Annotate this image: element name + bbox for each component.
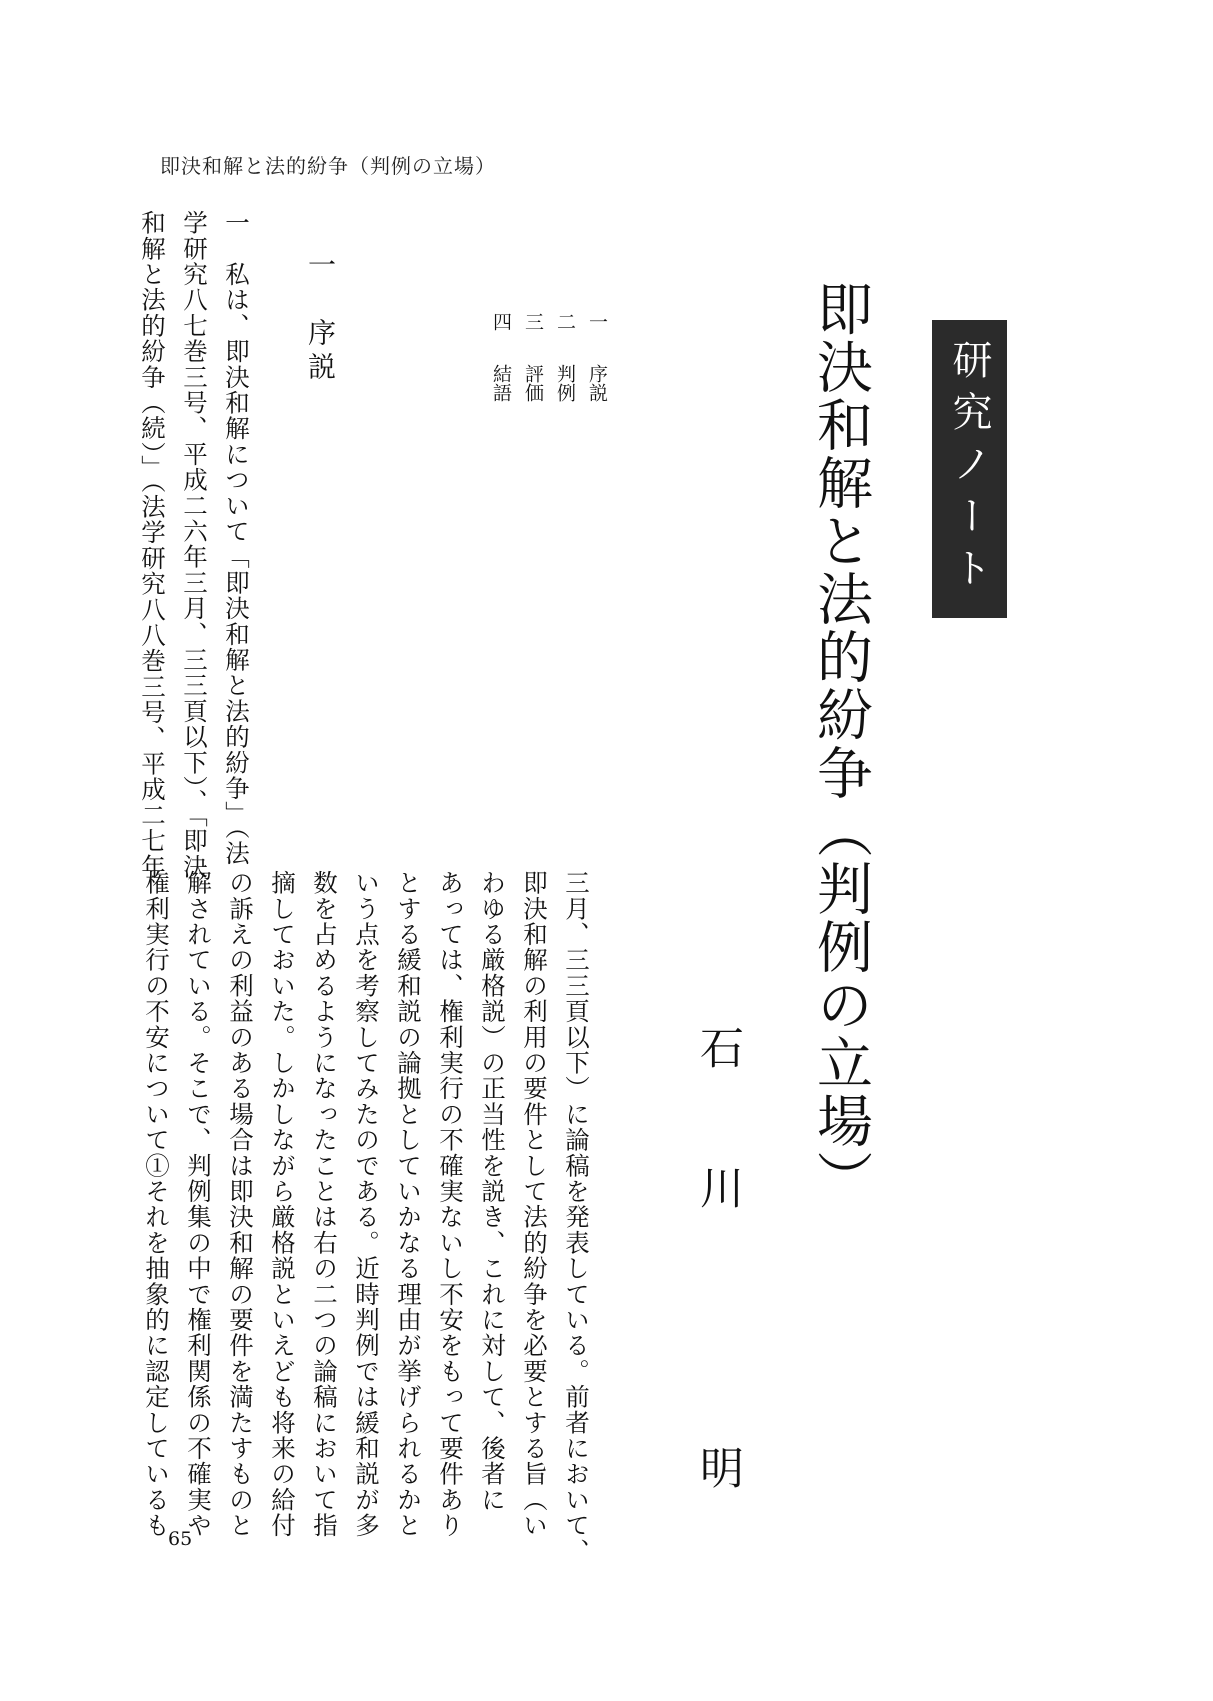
- section-heading: 一 序説: [304, 250, 337, 386]
- body-line: 和解と法的紛争（続）」（法学研究八八巻三号、平成二七年: [138, 210, 167, 880]
- body-line: 摘しておいた。しかしながら厳格説といえども将来の給付: [268, 870, 297, 1539]
- toc-item-title: 結語: [490, 364, 512, 402]
- author-name: 石川 明: [692, 1025, 743, 1585]
- research-note-label: [932, 320, 1007, 618]
- toc-item-number: 二: [554, 312, 576, 331]
- body-line: わゆる厳格説）の正当性を説き、これに対して、後者に: [478, 870, 507, 1513]
- body-line: 数を占めるようになったことは右の二つの論稿において指: [310, 870, 339, 1539]
- page-number: 65: [168, 1528, 193, 1550]
- toc-item-number: 一: [586, 312, 608, 331]
- body-line: 解されている。そこで、判例集の中で権利関係の不確実や: [184, 870, 213, 1539]
- article-title: 即決和解と法的紛争（判例の立場）: [808, 280, 873, 1208]
- research-note-label-text: 研究ノート: [946, 339, 992, 599]
- body-line: 権利実行の不安について①それを抽象的に認定しているも: [142, 870, 171, 1539]
- body-line: とする緩和説の論拠としていかなる理由が挙げられるかと: [394, 870, 423, 1539]
- toc-item-number: 三: [522, 312, 544, 331]
- body-line: あっては、権利実行の不確実ないし不安をもって要件あり: [436, 870, 465, 1539]
- toc-item-title: 判例: [554, 364, 576, 402]
- body-line: の訴えの利益のある場合は即決和解の要件を満たすものと: [226, 870, 255, 1539]
- body-line: いう点を考察してみたのである。近時判例では緩和説が多: [352, 870, 381, 1539]
- toc-item: [517, 312, 549, 402]
- body-line: 学研究八七巻三号、平成二六年三月、三三頁以下）、「即決: [180, 210, 209, 880]
- body-line: 即決和解の利用の要件として法的紛争を必要とする旨（い: [520, 870, 549, 1539]
- toc-item-title: 評価: [522, 364, 544, 402]
- toc-item-title: 序説: [586, 364, 608, 402]
- toc-item: [581, 312, 613, 402]
- toc-item: [549, 312, 581, 402]
- running-header: 即決和解と法的紛争（判例の立場）: [160, 154, 496, 178]
- body-text-upper: [127, 210, 257, 879]
- toc-item-number: 四: [490, 312, 512, 331]
- body-line: 三月、三三頁以下）に論稿を発表している。前者において、: [562, 870, 591, 1564]
- toc-item: [485, 312, 517, 402]
- body-text-lower: [127, 870, 597, 1564]
- table-of-contents: [485, 312, 613, 402]
- body-line: 一 私は、即決和解について「即決和解と法的紛争」（法: [222, 210, 251, 866]
